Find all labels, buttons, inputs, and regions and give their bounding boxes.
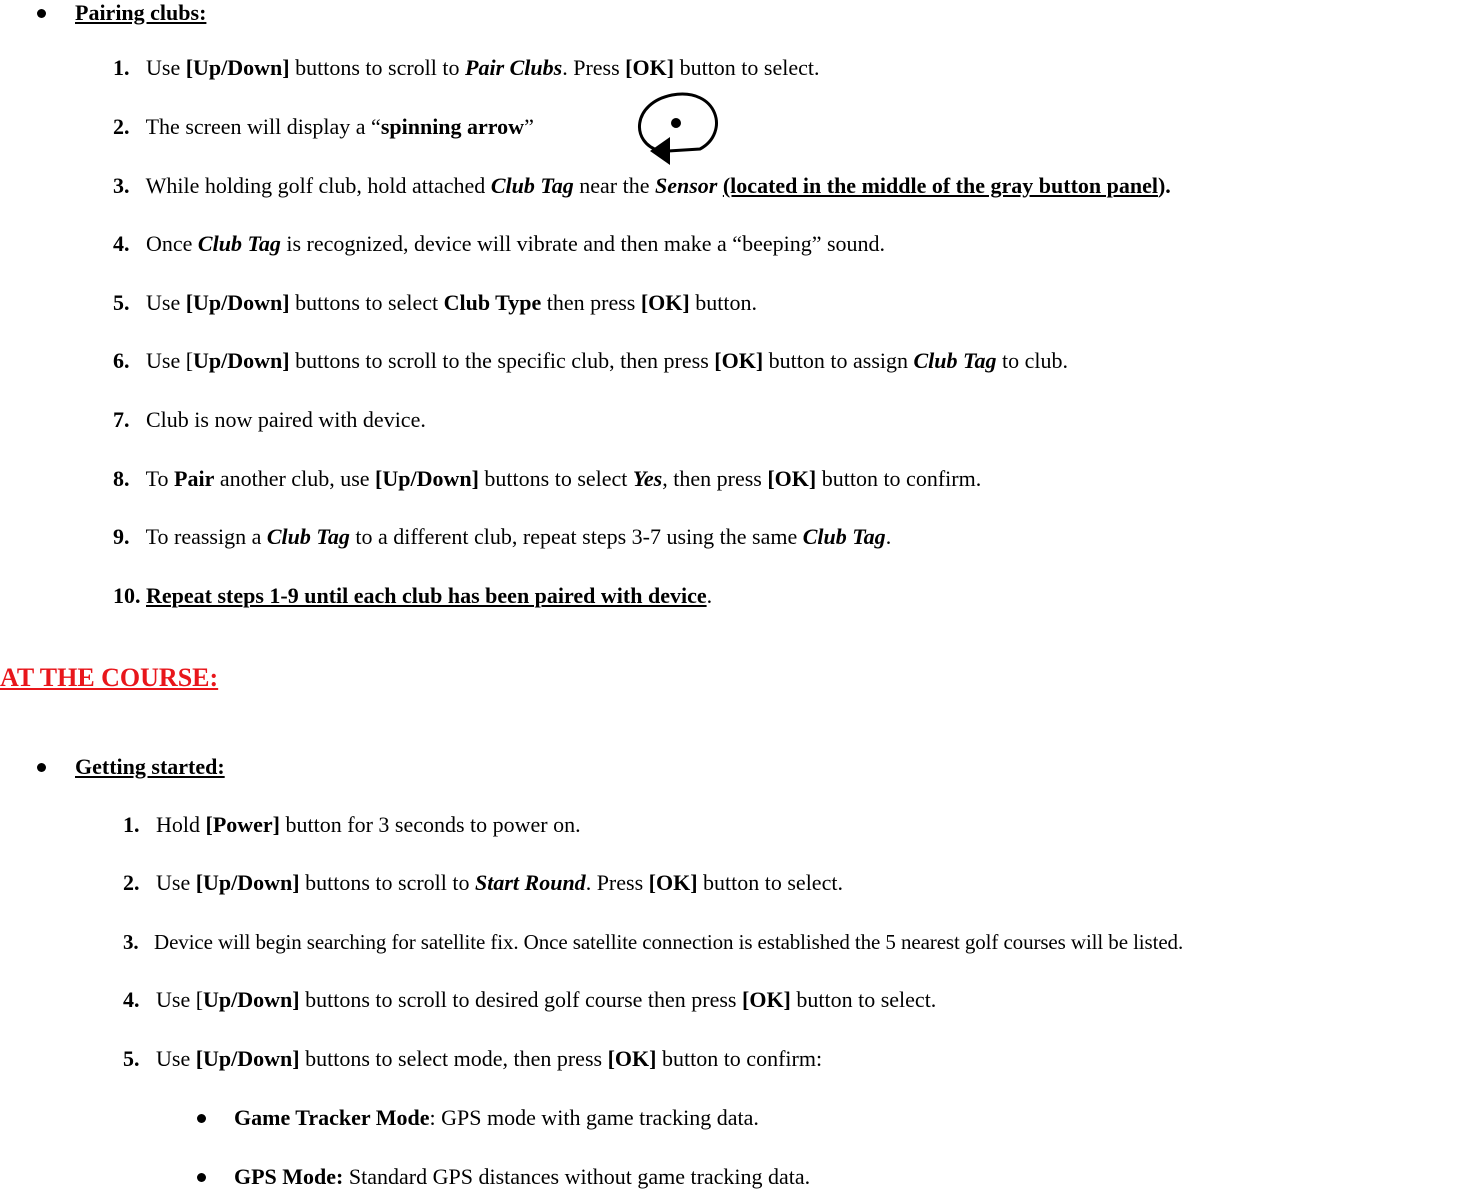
step-number: 2. xyxy=(123,870,140,895)
step-bold: [Up/Down] xyxy=(375,466,479,491)
step-text: Use xyxy=(146,55,186,80)
pairing-step-1 xyxy=(113,53,819,83)
step-text: Once xyxy=(146,231,198,256)
step-text: Hold xyxy=(156,812,206,837)
step-bold: [OK] xyxy=(648,870,698,895)
step-number: 1. xyxy=(123,812,140,837)
step-text: to a different club, repeat steps 3-7 using the same xyxy=(349,524,803,549)
step-number: 9. xyxy=(113,524,130,549)
pairing-step-3 xyxy=(113,171,1171,201)
pairing-step-2 xyxy=(113,112,534,142)
step-bold-underline: (located in the middle of the gray button panel xyxy=(722,173,1158,198)
step-text: To xyxy=(145,466,175,491)
step-number: 6. xyxy=(113,348,130,373)
step-text: button to assign xyxy=(763,348,914,373)
step-text: Use [ xyxy=(156,987,204,1012)
getting-started-step-3 xyxy=(123,927,1183,957)
step-bold-italic: Club Tag xyxy=(490,173,574,198)
pairing-step-9 xyxy=(113,522,891,552)
step-text: button to confirm. xyxy=(816,466,982,491)
heading-text: Getting started: xyxy=(75,754,225,779)
step-text: near the xyxy=(573,173,655,198)
step-number: 4. xyxy=(113,231,130,256)
step-bold: ). xyxy=(1157,173,1171,198)
mode-item-gps xyxy=(234,1162,810,1192)
step-bold-italic: Start Round xyxy=(475,870,586,895)
pairing-step-10 xyxy=(113,581,712,611)
step-bold-italic: Club Tag xyxy=(266,524,350,549)
step-text: . xyxy=(706,583,713,608)
mode-name: GPS Mode: xyxy=(234,1164,344,1189)
step-number: 7. xyxy=(113,407,130,432)
mode-name: Game Tracker Mode xyxy=(234,1105,430,1130)
step-number: 5. xyxy=(123,1046,140,1071)
step-text: While holding golf club, hold attached xyxy=(145,173,491,198)
step-number: 5. xyxy=(113,290,130,315)
heading-text: Pairing clubs: xyxy=(75,0,207,25)
step-bold: [OK] xyxy=(767,466,817,491)
step-text: another club, use xyxy=(214,466,376,491)
getting-started-step-1 xyxy=(123,810,581,840)
step-bold-italic: Pair Clubs xyxy=(465,55,563,80)
step-text: . Press xyxy=(562,55,626,80)
step-text: . xyxy=(885,524,892,549)
step-bold: [Up/Down] xyxy=(195,870,300,895)
step-text: . Press xyxy=(585,870,649,895)
step-text: , then press xyxy=(662,466,768,491)
step-bold-italic: Sensor xyxy=(655,173,718,198)
step-bold: [Power] xyxy=(205,812,281,837)
step-bold: Club Type xyxy=(443,290,542,315)
section-heading-pairing xyxy=(75,0,206,28)
step-text: Device will begin searching for satellite fix. Once satellite connection is established the 5 nearest golf courses will be listed. xyxy=(154,930,1184,954)
bullet-icon xyxy=(197,1114,206,1123)
step-bold: [Up/Down] xyxy=(195,1046,300,1071)
step-bold-italic: Yes xyxy=(632,466,663,491)
step-text: Club is now paired with device. xyxy=(146,407,426,432)
step-text: buttons to select xyxy=(478,466,633,491)
step-bold: [OK] xyxy=(714,348,764,373)
getting-started-step-4 xyxy=(123,985,936,1015)
pairing-step-8 xyxy=(113,464,981,494)
section-title-at-the-course: AT THE COURSE: xyxy=(0,663,219,692)
step-bold: [OK] xyxy=(640,290,690,315)
bullet-icon xyxy=(197,1173,206,1182)
step-text: button to confirm: xyxy=(656,1046,823,1071)
step-bold-italic: Club Tag xyxy=(913,348,997,373)
step-text: button to select. xyxy=(790,987,937,1012)
step-text: button. xyxy=(689,290,757,315)
step-text: to club. xyxy=(996,348,1068,373)
step-bold: [OK] xyxy=(625,55,675,80)
bullet-icon xyxy=(37,9,46,18)
step-number: 4. xyxy=(123,987,140,1012)
pairing-step-6 xyxy=(113,346,1068,376)
step-text: buttons to scroll to desired golf course then press xyxy=(299,987,742,1012)
pairing-step-4 xyxy=(113,229,885,259)
step-text: To reassign a xyxy=(145,524,267,549)
section-heading-getting-started xyxy=(75,752,225,782)
getting-started-step-5 xyxy=(123,1044,822,1074)
bullet-icon xyxy=(37,763,46,772)
step-text: buttons to scroll to xyxy=(289,55,466,80)
step-text: ” xyxy=(524,114,534,139)
step-number: 2. xyxy=(113,114,130,139)
step-bold-underline: Repeat steps 1-9 until each club has been paired with device xyxy=(146,583,707,608)
step-bold: [Up/Down] xyxy=(185,55,290,80)
pairing-step-5 xyxy=(113,288,757,318)
getting-started-step-2 xyxy=(123,868,843,898)
step-number: 8. xyxy=(113,466,130,491)
step-number: 10. xyxy=(113,583,141,608)
step-text: Use xyxy=(146,290,186,315)
step-text: Use xyxy=(156,870,196,895)
mode-description: : GPS mode with game tracking data. xyxy=(429,1105,759,1130)
step-number: 1. xyxy=(113,55,130,80)
step-number: 3. xyxy=(123,930,139,954)
mode-description: Standard GPS distances without game tracking data. xyxy=(343,1164,811,1189)
step-bold: Pair xyxy=(174,466,215,491)
pairing-step-7 xyxy=(113,405,426,435)
step-bold: [Up/Down] xyxy=(185,290,290,315)
step-bold-italic: Club Tag xyxy=(197,231,281,256)
step-text: buttons to scroll to the specific club, then press xyxy=(289,348,715,373)
step-text: The screen will display a “ xyxy=(145,114,381,139)
step-bold: spinning arrow xyxy=(380,114,525,139)
step-text: buttons to scroll to xyxy=(299,870,476,895)
step-bold: [OK] xyxy=(607,1046,657,1071)
step-bold: [OK] xyxy=(742,987,791,1012)
step-number: 3. xyxy=(113,173,130,198)
step-text: buttons to select mode, then press xyxy=(299,1046,608,1071)
mode-item-game-tracker xyxy=(234,1103,759,1133)
step-text: buttons to select xyxy=(289,290,444,315)
step-bold-italic: Club Tag xyxy=(802,524,886,549)
step-text: button to select. xyxy=(697,870,843,895)
step-bold: Up/Down] xyxy=(203,987,300,1012)
step-bold: Up/Down] xyxy=(193,348,290,373)
step-text: Use [ xyxy=(146,348,194,373)
step-text: Use xyxy=(156,1046,196,1071)
step-text: then press xyxy=(541,290,641,315)
step-text: is recognized, device will vibrate and then make a “beeping” sound. xyxy=(280,231,886,256)
spinning-arrow-icon xyxy=(626,89,726,169)
step-text: button to select. xyxy=(674,55,820,80)
step-text: button for 3 seconds to power on. xyxy=(280,812,581,837)
